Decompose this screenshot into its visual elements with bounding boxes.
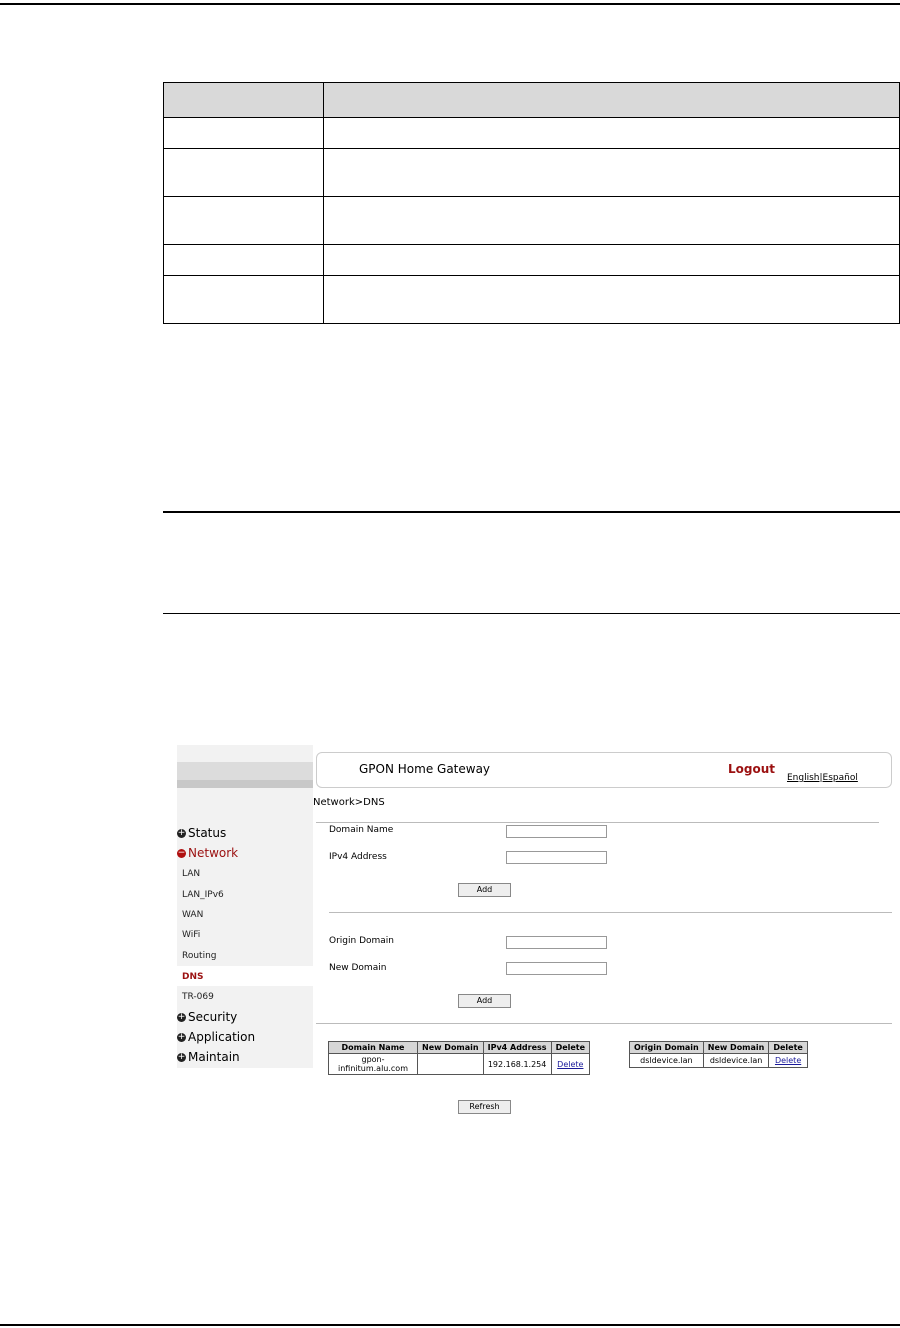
table-row <box>329 1054 590 1075</box>
parameter-table <box>163 82 900 324</box>
note-bottom-rule <box>163 613 900 614</box>
ipv4-address-input[interactable] <box>506 851 607 864</box>
header-bar <box>316 752 892 788</box>
table-row <box>164 118 900 149</box>
column-header: Origin Domain <box>630 1042 704 1054</box>
table-header-row <box>329 1042 590 1054</box>
alias-table <box>629 1041 808 1068</box>
plus-icon: + <box>177 1051 186 1062</box>
table-header-row <box>630 1042 808 1054</box>
lang-english-link[interactable]: English <box>787 773 820 783</box>
table-row <box>164 149 900 197</box>
new-domain-input[interactable] <box>506 962 607 975</box>
sidebar-item-maintain[interactable] <box>177 1050 240 1064</box>
sidebar-item-label: Security <box>188 1010 238 1024</box>
minus-icon: − <box>177 847 186 858</box>
lang-separator: | <box>819 773 823 783</box>
column-header: New Domain <box>418 1042 484 1054</box>
sidebar-item-label: Network <box>188 846 239 860</box>
breadcrumb: Network>DNS <box>313 797 385 808</box>
sidebar-item-label: Application <box>188 1030 256 1044</box>
table-cell: dsldevice.lan <box>703 1054 769 1068</box>
logout-link[interactable]: Logout <box>728 762 776 776</box>
sidebar-item-label: Maintain <box>188 1050 240 1064</box>
sidebar-item-lan[interactable]: LAN <box>182 869 201 879</box>
table-cell <box>551 1054 589 1075</box>
app-title: GPON Home Gateway <box>359 762 491 776</box>
plus-icon: + <box>177 1031 186 1042</box>
refresh-button[interactable]: Refresh <box>458 1100 511 1114</box>
ipv4-address-label: IPv4 Address <box>329 852 387 862</box>
domain-name-input[interactable] <box>506 825 607 838</box>
table-row <box>164 276 900 324</box>
sidebar-item-wan[interactable]: WAN <box>182 910 204 920</box>
add-host-button[interactable]: Add <box>458 883 511 897</box>
sidebar-band <box>177 780 313 788</box>
table-row <box>630 1054 808 1068</box>
lang-spanish-link[interactable]: Español <box>822 773 858 783</box>
table-cell <box>769 1054 807 1068</box>
header-cell <box>324 83 900 118</box>
table-header-row <box>164 83 900 118</box>
sidebar-item-dns[interactable]: DNS <box>182 972 204 982</box>
host-table <box>328 1041 590 1075</box>
column-header: Delete <box>769 1042 807 1054</box>
sidebar-item-label: Status <box>188 826 227 840</box>
sidebar-item-security[interactable] <box>177 1010 237 1024</box>
column-header: IPv4 Address <box>483 1042 551 1054</box>
table-cell <box>418 1054 484 1075</box>
page-top-rule <box>0 3 900 5</box>
sidebar-band <box>177 762 313 780</box>
sidebar-item-lan-ipv6[interactable]: LAN_IPv6 <box>182 890 224 900</box>
origin-domain-input[interactable] <box>506 936 607 949</box>
table-row <box>164 245 900 276</box>
header-cell <box>164 83 324 118</box>
sidebar-item-tr069[interactable]: TR-069 <box>182 992 214 1002</box>
sidebar-item-wifi[interactable]: WiFi <box>182 930 201 940</box>
language-switcher <box>787 773 858 783</box>
sidebar-item-status[interactable] <box>177 826 226 840</box>
sidebar-item-application[interactable] <box>177 1030 255 1044</box>
sidebar <box>177 745 313 1068</box>
router-screenshot <box>177 745 892 1111</box>
domain-name-label: Domain Name <box>329 825 394 835</box>
divider <box>316 822 879 823</box>
note-top-rule <box>163 511 900 513</box>
delete-link[interactable]: Delete <box>557 1059 584 1069</box>
divider <box>329 912 892 913</box>
table-cell: 192.168.1.254 <box>483 1054 551 1075</box>
column-header: Delete <box>551 1042 589 1054</box>
table-cell: gpon-infinitum.alu.com <box>329 1054 418 1075</box>
new-domain-label: New Domain <box>329 963 387 973</box>
table-cell: dsldevice.lan <box>630 1054 704 1068</box>
delete-link[interactable]: Delete <box>774 1056 802 1065</box>
plus-icon: + <box>177 1011 186 1022</box>
add-alias-button[interactable]: Add <box>458 994 511 1008</box>
sidebar-item-routing[interactable]: Routing <box>182 951 217 961</box>
table-row <box>164 197 900 245</box>
column-header: Domain Name <box>329 1042 418 1054</box>
column-header: New Domain <box>703 1042 769 1054</box>
sidebar-item-network[interactable] <box>177 846 238 860</box>
divider <box>316 1023 892 1024</box>
origin-domain-label: Origin Domain <box>329 936 394 946</box>
plus-icon: + <box>177 827 186 838</box>
page-bottom-rule <box>0 1324 900 1326</box>
